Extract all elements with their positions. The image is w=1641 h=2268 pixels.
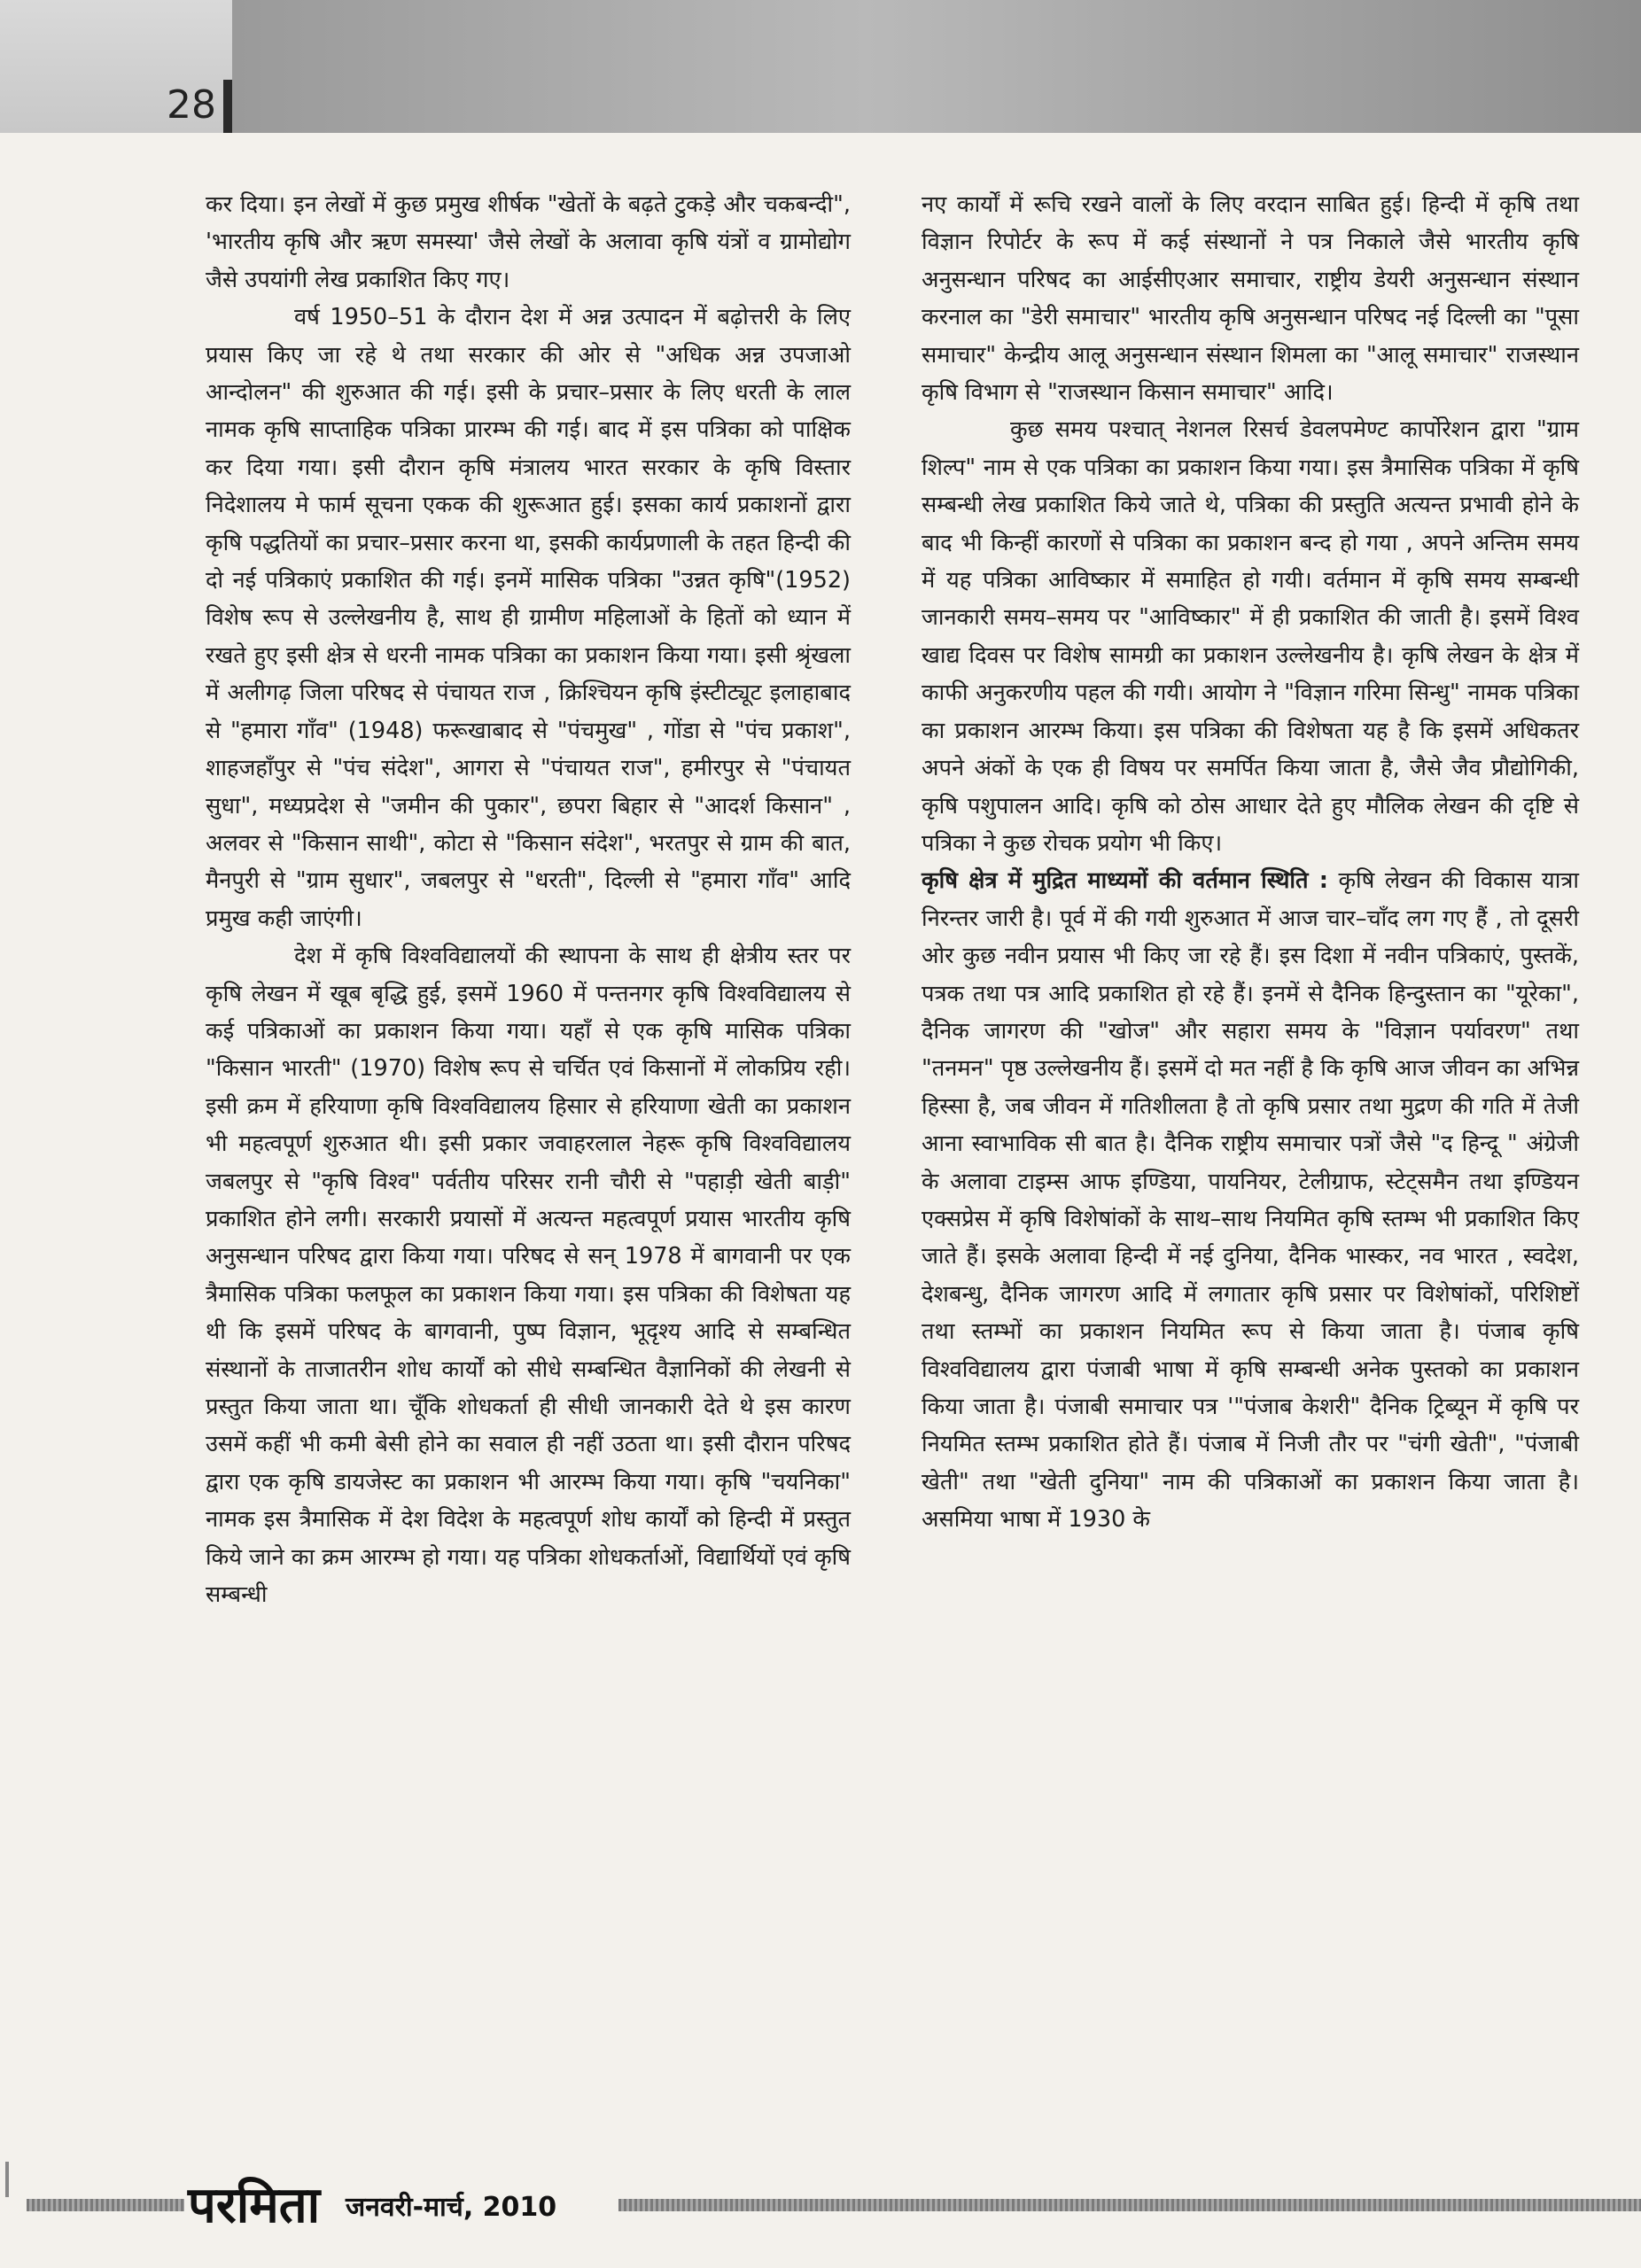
magazine-logo: परमिता — [188, 2177, 321, 2234]
section-heading: कृषि क्षेत्र में मुद्रित माध्यमों की वर्तमान स्थिति : — [922, 867, 1328, 895]
left-paragraph-1: कर दिया। इन लेखों में कुछ प्रमुख शीर्षक "खेतों के बढ़ते टुकड़े और चकबन्दी", 'भारतीय कृषि और ऋण समस्या' जैसे लेखों के अलावा कृषि यंत्रों व ग्रामोद्योग जैसे उपयांगी लेख प्रकाशित किए गए। — [206, 191, 851, 293]
left-paragraph-3: देश में कृषि विश्वविद्यालयों की स्थापना के साथ ही क्षेत्रीय स्तर पर कृषि लेखन में खूब बृद्धि हुई, इसमें 1960 में पन्तनगर कृषि विश्वविद्यालय से कई पत्रिकाओं का प्रकाशन किया गया। यहाँ से एक कृषि मासिक पत्रिका "किसान भारती" (1970) विशेष रूप से चर्चित एवं किसानों में लोकप्रिय रही। इसी क्रम में हरियाणा कृषि विश्वविद्यालय हिसार से हरियाणा खेती का प्रकाशन भी महत्वपूर्ण शुरुआत थी। इसी प्रकार जवाहरलाल नेहरू कृषि विश्वविद्यालय जबलपुर से "कृषि विश्व" पर्वतीय परिसर रानी चौरी से "पहाड़ी खेती बाड़ी" प्रकाशित होने लगी। सरकारी प्रयासों में अत्यन्त महत्वपूर्ण प्रयास भारतीय कृषि अनुसन्धान परिषद द्वारा किया गया। परिषद से सन् 1978 में बागवानी पर एक त्रैमासिक पत्रिका फलफूल का प्रकाशन किया गया। इस पत्रिका की विशेषता यह थी कि इसमें परिषद के बागवानी, पुष्प विज्ञान, भूदृश्य आदि से सम्बन्धित संस्थानों के ताजातरीन शोध कार्यों को सीधे सम्बन्धित वैज्ञानिकों की लेखनी से प्रस्तुत किया जाता था। चूँकि शोधकर्ता ही सीधी जानकारी देते थे इस कारण उसमें कहीं भी कमी बेसी होने का सवाल ही नहीं उठता था। इसी दौरान परिषद द्वारा एक कृषि डायजेस्ट का प्रकाशन भी आरम्भ किया गया। कृषि "चयनिका" नामक इस त्रैमासिक में देश विदेश के महत्वपूर्ण शोध कार्यों को हिन्दी में प्रस्तुत किये जाने का क्रम आरम्भ हो गया। यह पत्रिका शोधकर्ताओं, विद्यार्थियों एवं कृषि सम्बन्धी — [206, 943, 851, 1609]
left-column — [206, 186, 851, 2126]
right-column — [922, 186, 1579, 2126]
issue-date: जनवरी-मार्च, 2010 — [346, 2192, 557, 2223]
header-band-shade — [232, 0, 1641, 133]
footer-rule-right — [618, 2199, 1641, 2211]
right-paragraph-2: कुछ समय पश्चात् नेशनल रिसर्च डेवलपमेण्ट कार्पोरेशन द्वारा "ग्राम शिल्प" नाम से एक पत्रिका का प्रकाशन किया गया। इस त्रैमासिक पत्रिका में कृषि सम्बन्धी लेख प्रकाशित किये जाते थे, पत्रिका की प्रस्तुति अत्यन्त प्रभावी होने के बाद भी किन्हीं कारणों से पत्रिका का प्रकाशन बन्द हो गया , अपने अन्तिम समय में यह पत्रिका आविष्कार में समाहित हो गयी। वर्तमान में कृषि समय सम्बन्धी जानकारी समय–समय पर "आविष्कार" में ही प्रकाशित की जाती है। इसमें विश्व खाद्य दिवस पर विशेष सामग्री का प्रकाशन उल्लेखनीय है। कृषि लेखन के क्षेत्र में काफी अनुकरणीय पहल की गयी। आयोग ने "विज्ञान गरिमा सिन्धु" नामक पत्रिका का प्रकाशन आरम्भ किया। इस पत्रिका की विशेषता यह है कि इसमें अधिकतर अपने अंकों के एक ही विषय पर समर्पित किया जाता है, जैसे जैव प्रौद्योगिकी, कृषि पशुपालन आदि। कृषि को ठोस आधार देते हुए मौलिक लेखन की दृष्टि से पत्रिका ने कुछ रोचक प्रयोग भी किए। — [922, 416, 1579, 857]
page-number: 28 — [167, 82, 216, 128]
left-paragraph-2: वर्ष 1950–51 के दौरान देश में अन्न उत्पादन में बढ़ोत्तरी के लिए प्रयास किए जा रहे थे तथा सरकार की ओर से "अधिक अन्न उपजाओ आन्दोलन" की शुरुआत की गई। इसी के प्रचार–प्रसार के लिए धरती के लाल नामक कृषि साप्ताहिक पत्रिका प्रारम्भ की गई। बाद में इस पत्रिका को पाक्षिक कर दिया गया। इसी दौरान कृषि मंत्रालय भारत सरकार के कृषि विस्तार निदेशालय मे फार्म सूचना एकक की शुरूआत हुई। इसका कार्य प्रकाशनों द्वारा कृषि पद्धतियों का प्रचार–प्रसार करना था, इसकी कार्यप्रणाली के तहत हिन्दी की दो नई पत्रिकाएं प्रकाशित की गई। इनमें मासिक पत्रिका "उन्नत कृषि"(1952) विशेष रूप से उल्लेखनीय है, साथ ही ग्रामीण महिलाओं के हितों को ध्यान में रखते हुए इसी क्षेत्र से धरनी नामक पत्रिका का प्रकाशन किया गया। इसी श्रृंखला में अलीगढ़ जिला परिषद से पंचायत राज , क्रिश्चियन कृषि इंस्टीट्यूट इलाहाबाद से "हमारा गाँव" (1948) फरूखाबाद से "पंचमुख" , गोंडा से "पंच प्रकाश", शाहजहाँपुर से "पंच संदेश", आगरा से "पंचायत राज", हमीरपुर से "पंचायत सुधा", मध्यप्रदेश से "जमीन की पुकार", छपरा बिहार से "आदर्श किसान" , अलवर से "किसान साथी", कोटा से "किसान संदेश", भरतपुर से ग्राम की बात, मैनपुरी से "ग्राम सुधार", जबलपुर से "धरती", दिल्ली से "हमारा गाँव" आदि प्रमुख कही जाएंगी। — [206, 304, 851, 932]
footer-rule-left — [27, 2199, 184, 2211]
right-section — [922, 862, 1579, 1538]
scan-margin-mark — [5, 2162, 9, 2197]
right-paragraph-1: नए कार्यों में रूचि रखने वालों के लिए वरदान साबित हुई। हिन्दी में कृषि तथा विज्ञान रिपोर्टर के रूप में कई संस्थानों ने पत्र निकाले जैसे भारतीय कृषि अनुसन्धान परिषद का आईसीएआर समाचार, राष्ट्रीय डेयरी अनुसन्धान संस्थान करनाल का "डेरी समाचार" भारतीय कृषि अनुसन्धान परिषद नई दिल्ली का "पूसा समाचार" केन्द्रीय आलू अनुसन्धान संस्थान शिमला का "आलू समाचार" राजस्थान कृषि विभाग से "राजस्थान किसान समाचार" आदि। — [922, 191, 1579, 407]
section-body: कृषि लेखन की विकास यात्रा निरन्तर जारी है। पूर्व में की गयी शुरुआत में आज चार–चाँद लग गए हैं , तो दूसरी ओर कुछ नवीन प्रयास भी किए जा रहे हैं। इस दिशा में नवीन पत्रिकाएं, पुस्तकें, पत्रक तथा पत्र आदि प्रकाशित हो रहे हैं। इनमें से दैनिक हिन्दुस्तान का "यूरेका", दैनिक जागरण की "खोज" और सहारा समय के "विज्ञान पर्यावरण" तथा "तनमन" पृष्ठ उल्लेखनीय हैं। इसमें दो मत नहीं है कि कृषि आज जीवन का अभिन्न हिस्सा है, जब जीवन में गतिशीलता है तो कृषि प्रसार तथा मुद्रण की गति में तेजी आना स्वाभाविक सी बात है। दैनिक राष्ट्रीय समाचार पत्रों जैसे "द हिन्दू " अंग्रेजी के अलावा टाइम्स आफ इण्डिया, पायनियर, टेलीग्राफ, स्टेट्समैन तथा इण्डियन एक्सप्रेस में कृषि विशेषांकों के साथ–साथ नियमित कृषि स्तम्भ भी प्रकाशित किए जाते हैं। इसके अलावा हिन्दी में नई दुनिया, दैनिक भास्कर, नव भारत , स्वदेश, देशबन्धु, दैनिक जागरण आदि में लगातार कृषि प्रसार पर विशेषांकों, परिशिष्टों तथा स्तम्भों का प्रकाशन नियमित रूप से किया जाता है। पंजाब कृषि विश्वविद्यालय द्वारा पंजाबी भाषा में कृषि सम्बन्धी अनेक पुस्तको का प्रकाशन किया जाता है। पंजाबी समाचार पत्र '"पंजाब केशरी" दैनिक ट्रिब्यून में कृषि पर नियमित स्तम्भ प्रकाशित होते हैं। पंजाब में निजी तौर पर "चंगी खेती", "पंजाबी खेती" तथा "खेती दुनिया" नाम की पत्रिकाओं का प्रकाशन किया जाता है। असमिया भाषा में 1930 के — [922, 867, 1580, 1534]
page-number-divider — [223, 80, 232, 133]
